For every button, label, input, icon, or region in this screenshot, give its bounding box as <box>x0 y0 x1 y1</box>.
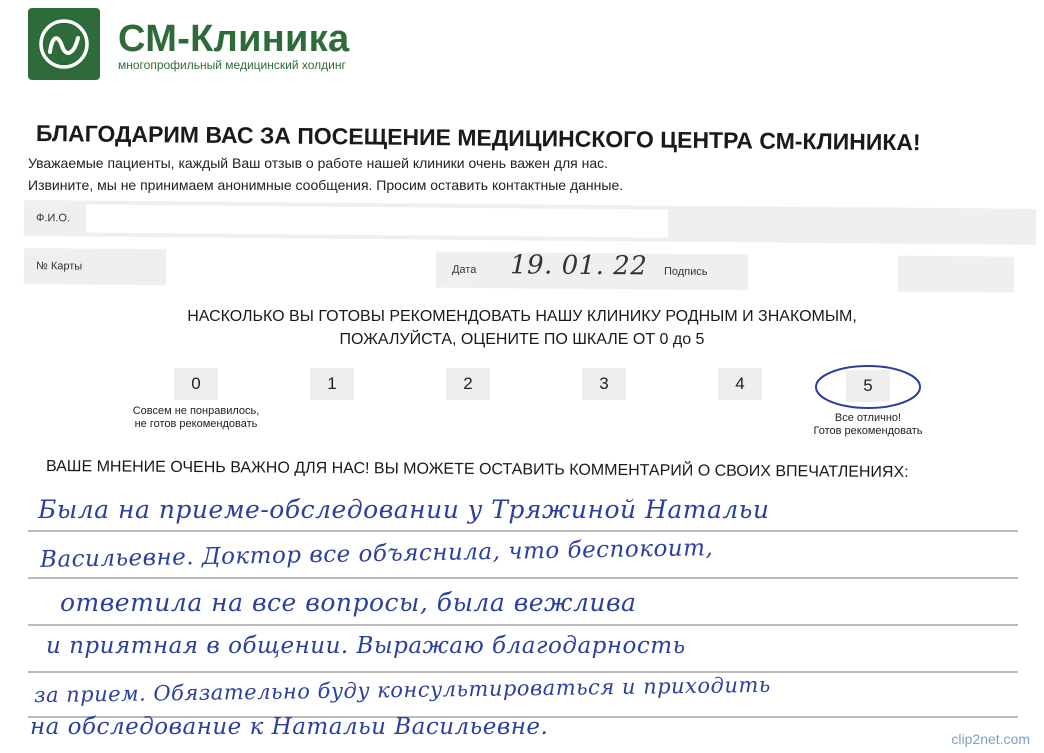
low-caption-line-2: не готов рекомендовать <box>134 418 258 430</box>
intro-line-1: Уважаемые пациенты, каждый Ваш отзыв о работе нашей клиники очень важен для нас. <box>28 155 609 171</box>
watermark: clip2net.com <box>951 731 1030 747</box>
selected-score-circle <box>808 360 928 414</box>
brand-name: СМ-Клиника <box>118 18 350 60</box>
date-value: 19. 01. 22 <box>509 250 648 282</box>
name-field-row <box>24 200 1036 245</box>
signature-label: Подпись <box>663 265 708 278</box>
high-score-caption <box>780 412 956 438</box>
card-label: № Карты <box>35 260 83 273</box>
page-heading: БЛАГОДАРИМ ВАС ЗА ПОСЕЩЕНИЕ МЕДИЦИНСКОГО ЦЕНТРА СМ-КЛИНИКА! <box>35 120 921 156</box>
handwritten-line-3: ответила на все вопросы, была вежлива <box>60 588 637 617</box>
clinic-logo <box>28 8 100 80</box>
comment-line <box>28 624 1018 626</box>
high-caption-line-2: Готов рекомендовать <box>813 425 923 437</box>
low-caption-line-1: Совсем не понравилось, <box>132 405 260 417</box>
score-5: 5 <box>846 370 890 402</box>
score-2: 2 <box>446 368 490 400</box>
cm-logo-icon <box>28 8 100 80</box>
card-redaction <box>166 243 436 289</box>
intro-line-2: Извините, мы не принимаем анонимные сообщения. Просим оставить контактные данные. <box>28 177 624 193</box>
score-0: 0 <box>174 368 218 400</box>
signature-redaction <box>748 244 898 293</box>
name-label: Ф.И.О. <box>35 212 71 225</box>
question-line-1: НАСКОЛЬКО ВЫ ГОТОВЫ РЕКОМЕНДОВАТЬ НАШУ КЛИНИКУ РОДНЫМ И ЗНАКОМЫМ, <box>187 308 857 325</box>
question-line-2: ПОЖАЛУЙСТА, ОЦЕНИТЕ ПО ШКАЛЕ ОТ 0 до 5 <box>339 331 705 348</box>
comment-line <box>28 530 1018 532</box>
card-date-signature-row <box>24 248 1014 293</box>
handwritten-line-4: и приятная в общении. Выражаю благодарность <box>46 633 686 659</box>
comment-title: ВАШЕ МНЕНИЕ ОЧЕНЬ ВАЖНО ДЛЯ НАС! ВЫ МОЖЕТЕ ОСТАВИТЬ КОММЕНТАРИЙ О СВОИХ ВПЕЧАТЛЕНИЯХ: <box>45 458 909 482</box>
score-3: 3 <box>582 368 626 400</box>
handwritten-line-5: за прием. Обязательно буду консультироваться и приходить <box>33 672 771 708</box>
brand-subtitle: многопрофильный медицинский холдинг <box>118 58 346 72</box>
high-caption-line-1: Все отлично! <box>834 412 902 424</box>
handwritten-line-1: Была на приеме-обследовании у Тряжиной Натальи <box>38 495 770 524</box>
comment-line <box>28 671 1018 673</box>
score-4: 4 <box>718 368 762 400</box>
handwritten-line-6: на обследование к Натальи Васильевне. <box>30 714 549 740</box>
score-1: 1 <box>310 368 354 400</box>
low-score-caption <box>106 405 286 431</box>
handwritten-line-2: Васильевне. Доктор все объяснила, что беспокоит, <box>39 535 714 573</box>
comment-line <box>28 577 1018 579</box>
name-redaction <box>86 205 668 238</box>
date-label: Дата <box>451 263 477 276</box>
